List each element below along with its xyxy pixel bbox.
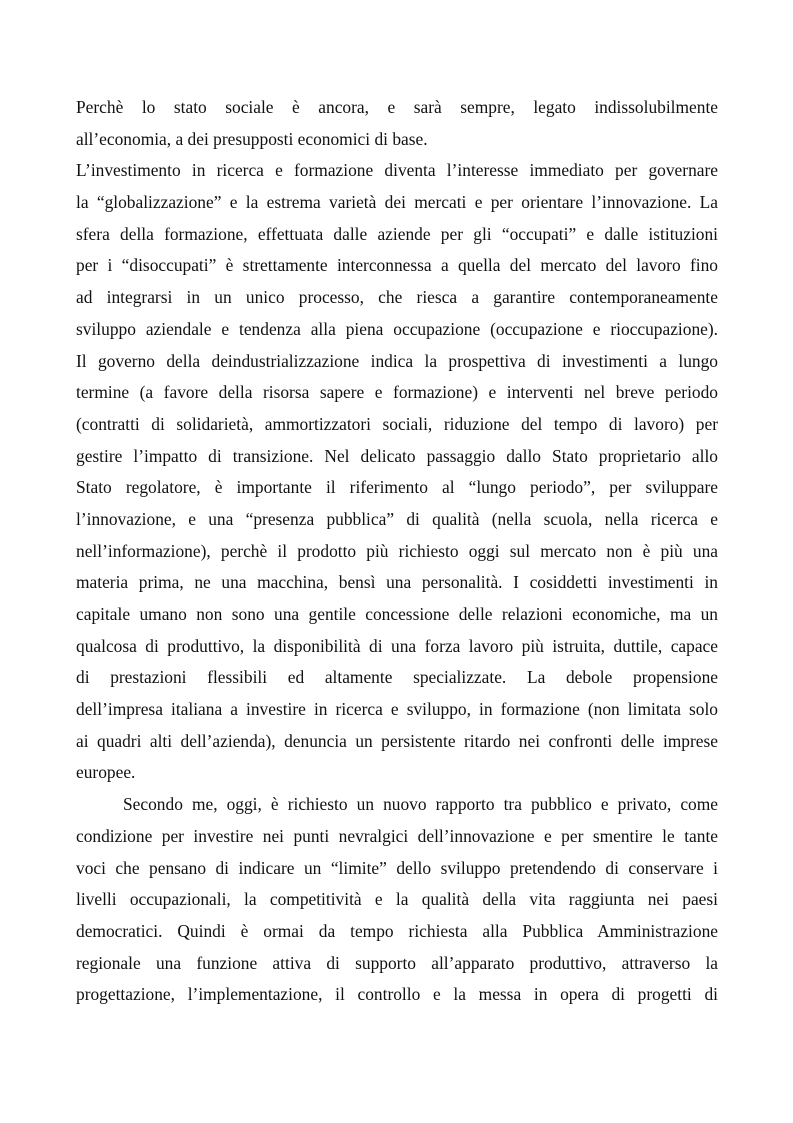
text-line: Stato regolatore, è importante il riferimento al “lungo periodo”, per sviluppare: [76, 477, 718, 498]
text-line: ai quadri alti dell’azienda), denuncia un persistente ritardo nei confronti delle imprese: [76, 730, 718, 751]
text-line: europee.: [76, 762, 136, 783]
text-line: materia prima, ne una macchina, bensì una personalità. I cosiddetti investimenti in: [76, 572, 718, 593]
text-line: Il governo della deindustrializzazione indica la prospettiva di investimenti a lungo: [76, 350, 718, 371]
text-line: qualcosa di produttivo, la disponibilità di una forza lavoro più istruita, duttile, capace: [76, 635, 718, 656]
text-line: sfera della formazione, effettuata dalle aziende per gli “occupati” e dalle istituzioni: [76, 223, 718, 244]
text-line: sviluppo aziendale e tendenza alla piena occupazione (occupazione e rioccupazione).: [76, 318, 718, 339]
text-line: all’economia, a dei presupposti economici di base.: [76, 128, 428, 149]
text-line: L’investimento in ricerca e formazione diventa l’interesse immediato per governare: [76, 160, 718, 181]
text-line: di prestazioni flessibili ed altamente specializzate. La debole propensione: [76, 667, 718, 688]
paragraph: [76, 155, 718, 789]
text-line: condizione per investire nei punti nevralgici dell’innovazione e per smentire le tante: [76, 825, 718, 846]
text-line: voci che pensano di indicare un “limite” dello sviluppo pretendendo di conservare i: [76, 857, 718, 878]
text-line: Perchè lo stato sociale è ancora, e sarà sempre, legato indissolubilmente: [76, 97, 718, 117]
paragraph: [76, 789, 718, 1011]
text-line: dell’impresa italiana a investire in ricerca e sviluppo, in formazione (non limitata solo: [76, 699, 718, 720]
text-line: la “globalizzazione” e la estrema varietà dei mercati e per orientare l’innovazione. La: [76, 192, 718, 213]
text-line: livelli occupazionali, la competitività e la qualità della vita raggiunta nei paesi: [76, 889, 718, 910]
text-line: ad integrarsi in un unico processo, che riesca a garantire contemporaneamente: [76, 287, 718, 308]
text-line: democratici. Quindi è ormai da tempo richiesta alla Pubblica Amministrazione: [76, 920, 718, 941]
text-line: nell’informazione), perchè il prodotto più richiesto oggi sul mercato non è più una: [76, 540, 718, 561]
text-line: per i “disoccupati” è strettamente interconnessa a quella del mercato del lavoro fino: [76, 255, 718, 276]
text-line: progettazione, l’implementazione, il controllo e la messa in opera di progetti di: [76, 984, 718, 1005]
text-line: l’innovazione, e una “presenza pubblica” di qualità (nella scuola, nella ricerca e: [76, 508, 718, 529]
text-line: regionale una funzione attiva di supporto all’apparato produttivo, attraverso la: [76, 952, 718, 973]
text-line: Secondo me, oggi, è richiesto un nuovo rapporto tra pubblico e privato, come: [123, 794, 718, 815]
body-text: [76, 92, 718, 1011]
paragraph: [76, 92, 718, 155]
text-line: gestire l’impatto di transizione. Nel delicato passaggio dallo Stato proprietario allo: [76, 445, 718, 466]
text-line: termine (a favore della risorsa sapere e formazione) e interventi nel breve periodo: [76, 382, 718, 403]
text-line: (contratti di solidarietà, ammortizzatori sociali, riduzione del tempo di lavoro) per: [76, 413, 718, 434]
text-line: capitale umano non sono una gentile concessione delle relazioni economiche, ma un: [76, 604, 718, 624]
